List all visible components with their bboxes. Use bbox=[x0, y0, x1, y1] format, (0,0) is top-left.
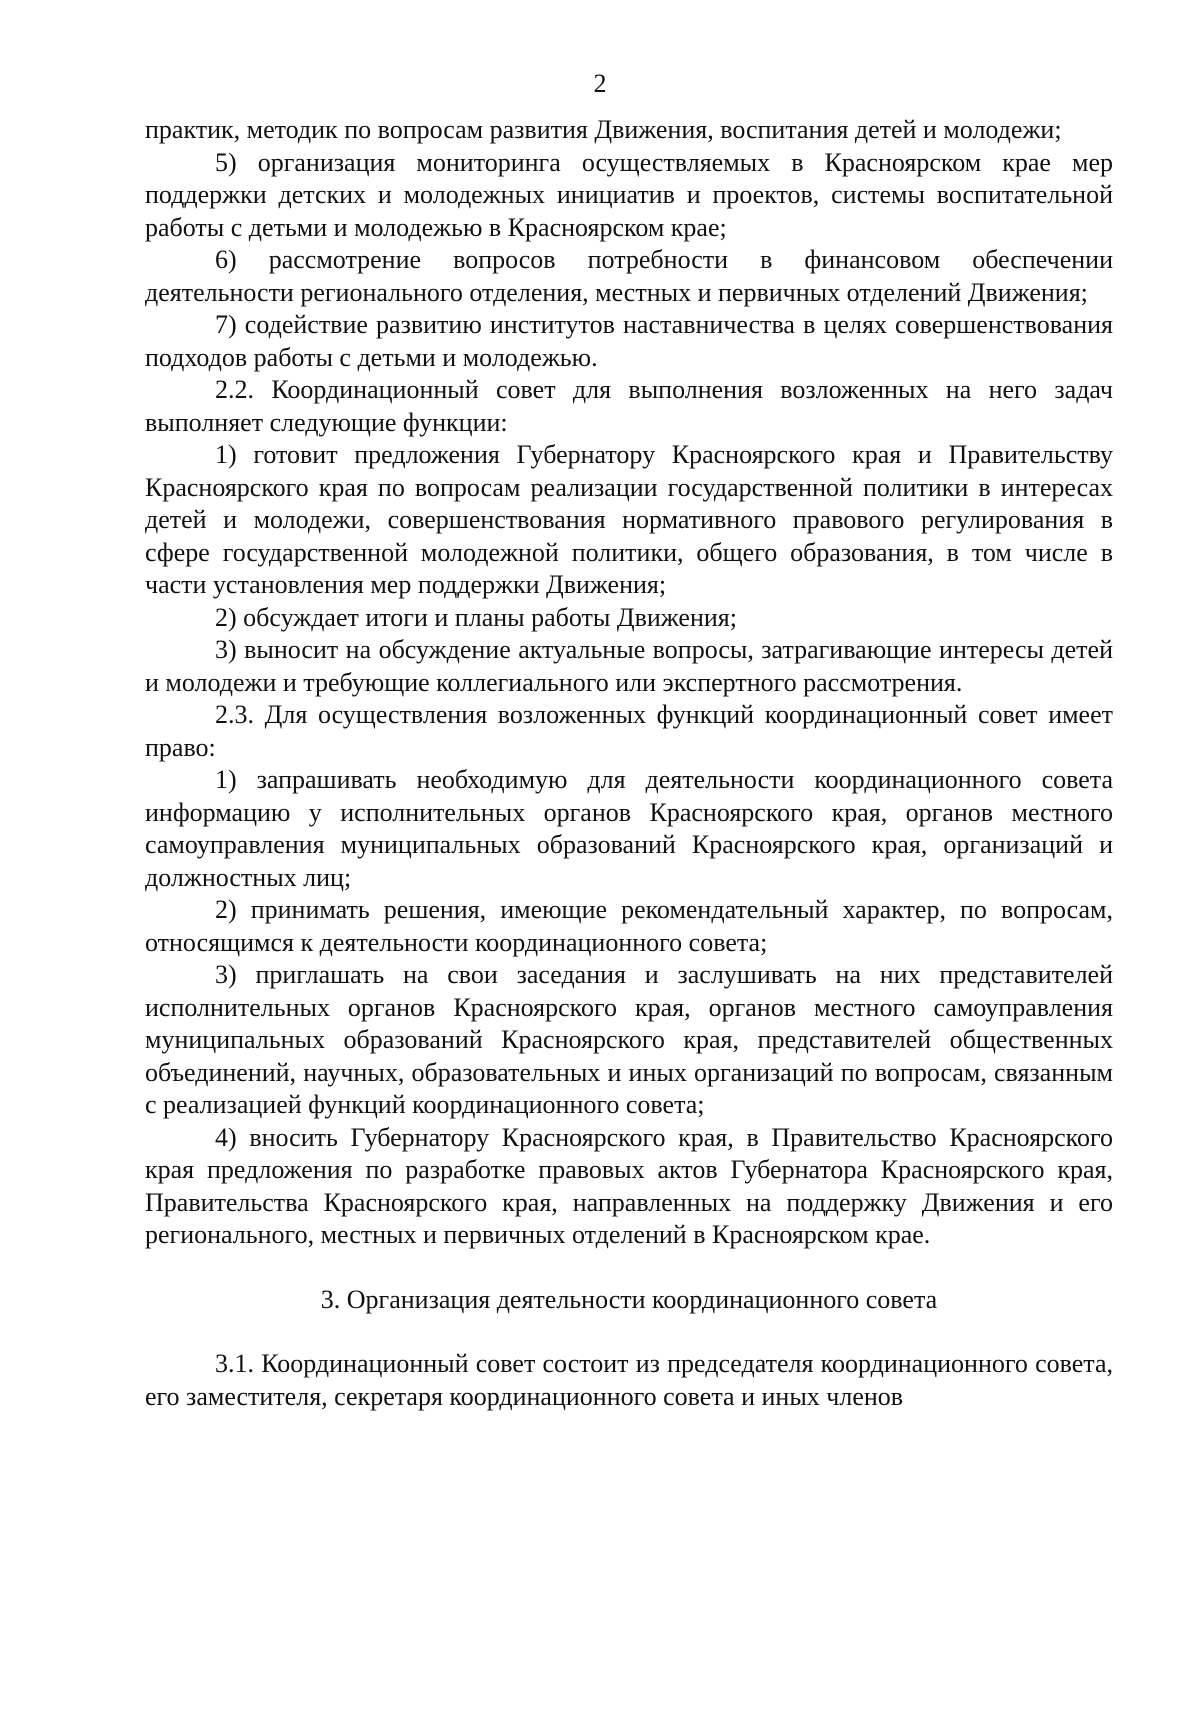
paragraph: 1) готовит предложения Губернатору Красноярского края и Правительству Красноярского края по вопросам реализации государственной политики в интересах детей и молодежи, совершенствования нормативного правового регулирования в сфере государственной молодежной политики, общего образования, в том числе в части установления мер поддержки Движения; bbox=[145, 440, 1113, 599]
paragraph: 2) обсуждает итоги и планы работы Движения; bbox=[215, 602, 737, 632]
paragraph: 2.2. Координационный совет для выполнения возложенных на него задач выполняет следующие функции: bbox=[145, 375, 1113, 437]
paragraph: 5) организация мониторинга осуществляемых в Красноярском крае мер поддержки детских и молодежных инициатив и проектов, системы воспитательной работы с детьми и молодежью в Красноярском крае; bbox=[145, 147, 1113, 242]
page-number: 2 bbox=[593, 69, 607, 98]
paragraph: 7) содействие развитию институтов наставничества в целях совершенствования подходов работы с детьми и молодежью. bbox=[145, 310, 1113, 372]
paragraph: 6) рассмотрение вопросов потребности в финансовом обеспечении деятельности регионального отделения, местных и первичных отделений Движения; bbox=[145, 245, 1113, 307]
paragraph: 3) выносит на обсуждение актуальные вопросы, затрагивающие интересы детей и молодежи и требующие коллегиального или экспертного рассмотрения. bbox=[145, 635, 1113, 697]
paragraph: 4) вносить Губернатору Красноярского края, в Правительство Красноярского края предложения по разработке правовых актов Губернатора Красноярского края, Правительства Красноярского края, направленных на поддержку Движения и его регионального, местных и первичных отделений в Красноярском крае. bbox=[145, 1122, 1113, 1249]
paragraph: практик, методик по вопросам развития Движения, воспитания детей и молодежи; bbox=[145, 115, 1062, 144]
paragraph: 3) приглашать на свои заседания и заслушивать на них представителей исполнительных органов Красноярского края, органов местного самоуправления муниципальных образований Красноярского края, представителей общественных объединений, научных, образовательных и иных организаций по вопросам, связанным с реализацией функций координационного совета; bbox=[145, 960, 1113, 1119]
paragraph: 2) принимать решения, имеющие рекомендательный характер, по вопросам, относящимся к деятельности координационного совета; bbox=[145, 895, 1113, 957]
paragraph: 1) запрашивать необходимую для деятельности координационного совета информацию у исполнительных органов Красноярского края, органов местного самоуправления муниципальных образований Красноярского края, организаций и должностных лиц; bbox=[145, 765, 1113, 892]
spacer bbox=[145, 1316, 1113, 1348]
document-body bbox=[145, 114, 1113, 1413]
section-heading: 3. Организация деятельности координационного совета bbox=[320, 1284, 938, 1314]
paragraph: 3.1. Координационный совет состоит из председателя координационного совета, его заместителя, секретаря координационного совета и иных членов bbox=[145, 1349, 1113, 1411]
paragraph: 2.3. Для осуществления возложенных функций координационный совет имеет право: bbox=[145, 700, 1113, 762]
spacer bbox=[145, 1252, 1113, 1284]
